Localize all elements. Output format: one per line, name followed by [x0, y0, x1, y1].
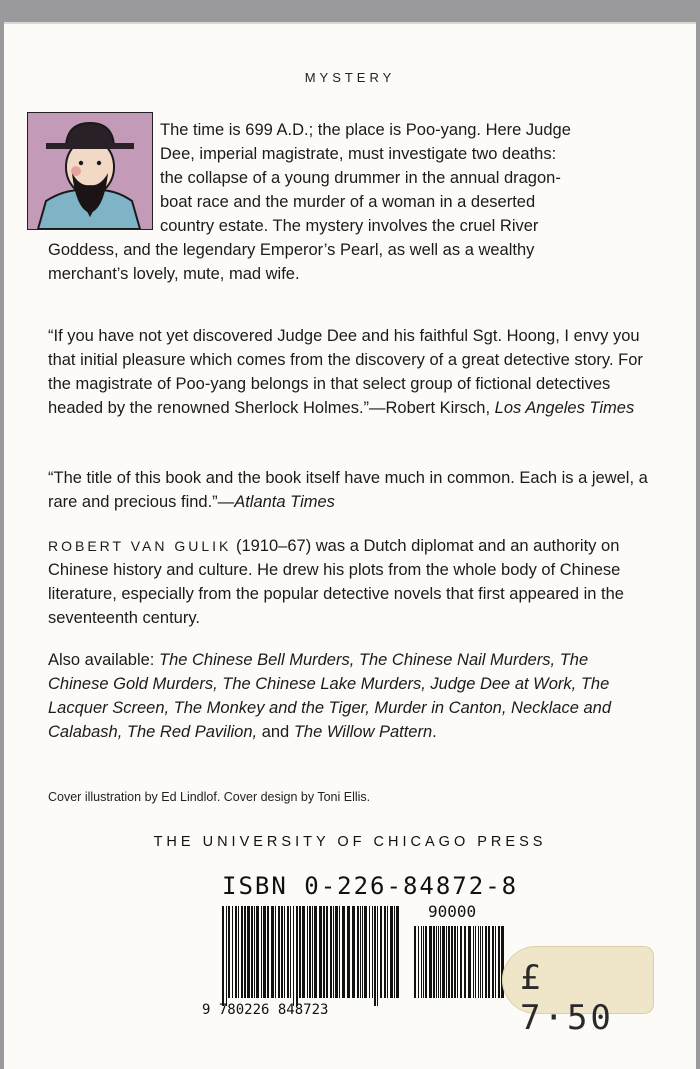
synopsis	[48, 118, 648, 286]
barcode-bar	[254, 906, 255, 998]
barcode-bar	[384, 906, 386, 998]
barcode-bar	[352, 906, 355, 998]
barcode-bar	[488, 926, 490, 998]
also-titles: The Chinese Bell Murders, The Chinese Nail Murders, The Chinese Gold Murders, The Chinese Lake Murders, Judge Dee at Work, The Lacquer Screen, The Monkey and the Tiger, Murder in Canton, Necklace and Calabash, The Red Pavilion,	[48, 651, 611, 741]
barcode-bar	[281, 906, 283, 998]
barcode-bar	[222, 906, 224, 1006]
barcode-bar	[241, 906, 243, 998]
barcode-bar	[387, 906, 388, 998]
barcode-bar	[326, 906, 328, 998]
barcode-bar	[454, 926, 456, 998]
also-conjunction: and	[257, 723, 294, 741]
barcode-bar	[314, 906, 317, 998]
author-name: ROBERT VAN GULIK	[48, 538, 232, 554]
barcode-bar	[473, 926, 474, 998]
barcode-bar	[492, 926, 494, 998]
barcode-bar	[247, 906, 250, 998]
synopsis-line: The time is 699 A.D.; the place is Poo-yang. Here Judge	[160, 121, 571, 139]
barcode-bar	[482, 926, 483, 998]
also-available	[48, 648, 648, 744]
barcode-bar	[468, 926, 471, 998]
barcode-bar	[438, 926, 439, 998]
author-bio	[48, 534, 648, 630]
barcode-bar	[323, 906, 325, 998]
barcode-bar	[377, 906, 378, 1006]
barcode-bar	[267, 906, 269, 998]
barcode-bar	[293, 906, 294, 1006]
back-cover	[4, 22, 696, 1069]
barcode-bar	[436, 926, 437, 998]
barcode-addon-digits: 90000	[428, 902, 477, 921]
barcode-bar	[448, 926, 450, 998]
synopsis-line: the collapse of a young drummer in the annual dragon-	[160, 169, 561, 187]
also-end: .	[432, 723, 437, 741]
barcode-bar	[330, 906, 332, 998]
barcode-bar	[244, 906, 246, 998]
synopsis-line: merchant’s lovely, mute, mad wife.	[48, 265, 300, 283]
barcode-bar	[440, 926, 441, 998]
bio-text: (1910–67) was a Dutch diplomat and an authority on Chinese history and culture. He drew his plots from the whole body of Chinese literature, especially from the popular detective novels that first appeared in the seventeenth century.	[48, 537, 624, 627]
quote-text: “If you have not yet discovered Judge Dee and his faithful Sgt. Hoong, I envy you that initial pleasure which comes from the discovery of a great detective story. For the magistrate of Poo-yang belongs in that select group of fictional detectives headed by the renowned Sherlock Holmes.”—Robert Kirsch,	[48, 327, 643, 417]
barcode-bar	[380, 906, 382, 998]
barcode-bar	[299, 906, 301, 998]
barcode-bar	[485, 926, 487, 998]
barcode-bar	[232, 906, 233, 998]
barcode-bar	[235, 906, 237, 998]
barcode-bar	[275, 906, 276, 998]
barcode-bar	[238, 906, 239, 998]
barcode-bar	[429, 926, 432, 998]
quote-source: Atlanta Times	[234, 493, 335, 511]
barcode-bar	[498, 926, 500, 998]
review-quote-kirsch	[48, 324, 648, 420]
barcode-bar	[414, 926, 416, 998]
barcode-bar	[423, 926, 424, 998]
barcode-bar	[369, 906, 370, 998]
barcode-bar	[495, 926, 496, 998]
barcode-bar	[290, 906, 291, 998]
barcode-bar	[296, 906, 298, 1006]
barcode-bar	[287, 906, 289, 998]
barcode-bar	[357, 906, 359, 998]
barcode-bar	[394, 906, 395, 998]
barcode-bar	[418, 926, 419, 998]
barcode-bar	[374, 906, 376, 1006]
barcode-bar	[390, 906, 393, 998]
barcode-bar	[309, 906, 311, 998]
barcode-bar	[228, 906, 230, 998]
barcode-digits: 9 780226 848723	[202, 1002, 329, 1018]
price-label: £ 7·50	[520, 958, 614, 1038]
barcode-bar	[335, 906, 338, 998]
barcode-bar	[433, 926, 435, 998]
barcode-bar	[464, 926, 466, 998]
synopsis-line: country estate. The mystery involves the cruel River	[160, 217, 539, 235]
review-quote-atlanta	[48, 466, 648, 514]
barcode-bar	[442, 926, 445, 998]
barcode-bar	[312, 906, 313, 998]
barcode-bar	[251, 906, 253, 998]
quote-text: “The title of this book and the book itself have much in common. Each is a jewel, a rare and precious find.”—	[48, 469, 648, 511]
barcode-bar	[319, 906, 322, 998]
barcode-bar	[263, 906, 266, 998]
barcode-bar	[457, 926, 458, 998]
barcode-bar	[364, 906, 367, 998]
synopsis-line: Dee, imperial magistrate, must investigate two deaths:	[160, 145, 557, 163]
barcode-bar	[342, 906, 345, 998]
synopsis-line: Goddess, and the legendary Emperor’s Pearl, as well as a wealthy	[48, 241, 535, 259]
barcode-bar	[278, 906, 280, 998]
barcode-bar	[451, 926, 453, 998]
barcode-bar	[372, 906, 373, 998]
barcode-bar	[339, 906, 340, 998]
cover-credits: Cover illustration by Ed Lindlof. Cover design by Toni Ellis.	[48, 790, 371, 804]
isbn-number: ISBN 0-226-84872-8	[222, 872, 519, 900]
barcode-bar	[307, 906, 308, 998]
also-prefix: Also available:	[48, 651, 159, 669]
barcode-bar	[460, 926, 462, 998]
barcode-bar	[478, 926, 479, 998]
quote-source: Los Angeles Times	[494, 399, 635, 417]
barcode-bar	[347, 906, 350, 998]
synopsis-line: boat race and the murder of a woman in a deserted	[160, 193, 536, 211]
barcode-bar	[360, 906, 361, 998]
price-sticker	[502, 946, 654, 1038]
genre-label: MYSTERY	[304, 70, 396, 85]
barcode-bar	[256, 906, 259, 998]
also-last-title: The Willow Pattern	[293, 723, 433, 741]
barcode-bar	[302, 906, 305, 998]
barcode-bar	[446, 926, 447, 998]
barcode-bar	[480, 926, 481, 998]
barcode-bar	[421, 926, 422, 998]
barcode-bar	[261, 906, 262, 998]
barcode-bar	[271, 906, 274, 998]
publisher-name: THE UNIVERSITY OF CHICAGO PRESS	[153, 834, 547, 850]
barcode-bar	[396, 906, 399, 998]
barcode-bar	[226, 906, 227, 1006]
barcode-bar	[425, 926, 427, 998]
barcode-bar	[333, 906, 334, 998]
barcode-bar	[284, 906, 285, 998]
barcode-bar	[362, 906, 363, 998]
barcode-bar	[475, 926, 476, 998]
